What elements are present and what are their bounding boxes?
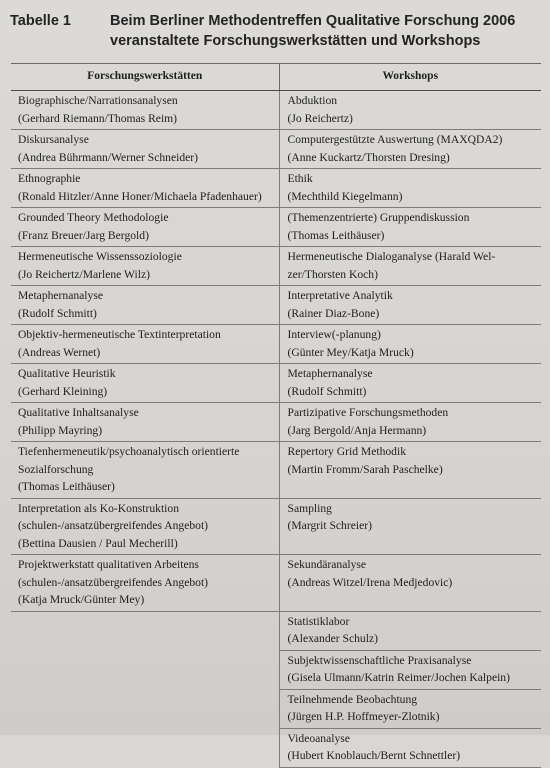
table-row: [11, 611, 541, 650]
forschungswerkstatt-cell: [11, 650, 279, 689]
cell-title: Repertory Grid Methodik: [287, 445, 406, 458]
cell-line: (Ronald Hitzler/Anne Honer/Michaela Pfadenhauer): [18, 189, 262, 203]
cell-line: (Rainer Diaz-Bone): [287, 306, 380, 320]
forschungswerkstatt-cell: [11, 728, 279, 767]
cell-line: (Jo Reichertz/Marlene Wilz): [18, 267, 150, 281]
forschungswerkstatt-cell: [11, 169, 279, 208]
forschungswerkstatt-cell: [11, 91, 279, 130]
cell-line: (Rudolf Schmitt): [18, 306, 97, 320]
cell-line: Sozialforschung: [18, 462, 94, 476]
cell-line: zer/Thorsten Koch): [287, 267, 378, 281]
table-body: [11, 91, 541, 768]
table-row: [11, 169, 541, 208]
workshop-cell: [279, 208, 541, 247]
cell-line: (Andrea Bührmann/Werner Schneider): [18, 150, 198, 164]
workshop-table: [11, 63, 541, 768]
cell-line: (Jo Reichertz): [287, 111, 353, 125]
table-row: [11, 208, 541, 247]
cell-line: (Franz Breuer/Jarg Bergold): [18, 228, 149, 242]
forschungswerkstatt-cell: [11, 325, 279, 364]
workshop-cell: [279, 403, 541, 442]
cell-title: Grounded Theory Methodologie: [18, 211, 169, 224]
cell-title: Subjektwissenschaftliche Praxisanalyse: [287, 653, 472, 667]
cell-line: (Gerhard Kleining): [18, 384, 108, 398]
header-row: [11, 64, 541, 91]
cell-line: (Mechthild Kiegelmann): [287, 189, 403, 203]
cell-line: (Gerhard Riemann/Thomas Reim): [18, 111, 178, 125]
cell-line: (Gisela Ulmann/Katrin Reimer/Jochen Kalpein): [287, 671, 510, 684]
cell-title: Partizipative Forschungsmethoden: [287, 406, 449, 419]
table-row: [11, 325, 541, 364]
workshop-cell: [279, 286, 541, 325]
cell-line: (Thomas Leithäuser): [287, 228, 385, 242]
table-row: [11, 286, 541, 325]
cell-title: Hermeneutische Wissenssoziologie: [18, 250, 182, 263]
workshop-cell: [279, 130, 541, 169]
cell-title: Tiefenhermeneutik/psychoanalytisch orientierte: [18, 445, 240, 458]
table-row: [11, 555, 541, 612]
table-row: [11, 689, 541, 728]
forschungswerkstatt-cell: [11, 498, 279, 555]
cell-line: (schulen-/ansatzübergreifendes Angebot): [18, 575, 209, 589]
workshop-cell: [279, 611, 541, 650]
cell-title: Metaphernanalyse: [18, 289, 103, 302]
cell-line: (Martin Fromm/Sarah Paschelke): [287, 462, 443, 476]
cell-title: Videoanalyse: [287, 731, 350, 745]
table-row: [11, 728, 541, 767]
forschungswerkstatt-cell: [11, 208, 279, 247]
table-row: [11, 403, 541, 442]
workshop-cell: [279, 728, 541, 767]
forschungswerkstatt-cell: [11, 403, 279, 442]
cell-title: Sekundäranalyse: [287, 558, 367, 571]
cell-title: Qualitative Heuristik: [18, 367, 116, 380]
workshop-cell: [279, 442, 541, 499]
table-row: [11, 91, 541, 130]
cell-title: Sampling: [287, 501, 332, 515]
table-row: [11, 442, 541, 499]
cell-line: (Günter Mey/Katja Mruck): [287, 345, 414, 359]
workshop-cell: [279, 91, 541, 130]
table-title: Beim Berliner Methodentreffen Qualitative Forschung 2006 veranstaltete Forschungswerkstätten und Workshops: [110, 13, 516, 49]
cell-title: Interpretative Analytik: [287, 289, 393, 302]
forschungswerkstatt-cell: [11, 130, 279, 169]
cell-line: (Andreas Wernet): [18, 345, 101, 359]
workshop-cell: [279, 689, 541, 728]
cell-line: (Hubert Knoblauch/Bernt Schnettler): [287, 749, 461, 762]
cell-line: (Thomas Leithäuser): [18, 480, 115, 493]
cell-title: Diskursanalyse: [18, 133, 89, 146]
table-row: [11, 650, 541, 689]
cell-title: Computergestützte Auswertung (MAXQDA2): [287, 133, 503, 146]
cell-title: Interpretation als Ko-Konstruktion: [18, 501, 179, 515]
cell-line: (Katja Mruck/Günter Mey): [18, 593, 145, 606]
cell-line: (Margrit Schreier): [287, 519, 372, 532]
workshop-cell: [279, 364, 541, 403]
cell-line: (schulen-/ansatzübergreifendes Angebot): [18, 519, 209, 532]
workshop-cell: [279, 325, 541, 364]
cell-line: (Anne Kuckartz/Thorsten Dresing): [287, 150, 450, 164]
cell-title: Metaphernanalyse: [287, 367, 373, 380]
table-row: [11, 364, 541, 403]
workshop-cell: [279, 169, 541, 208]
cell-title: Biographische/Narrationsanalysen: [18, 94, 178, 107]
cell-line: (Bettina Dausien / Paul Mecherill): [18, 536, 178, 550]
cell-line: (Alexander Schulz): [287, 632, 378, 645]
cell-title: (Themenzentrierte) Gruppendiskussion: [287, 211, 470, 224]
forschungswerkstatt-cell: [11, 689, 279, 728]
forschungswerkstatt-cell: [11, 247, 279, 286]
cell-line: (Philipp Mayring): [18, 423, 103, 437]
workshop-cell: [279, 498, 541, 555]
column-header-workshops: Workshops: [279, 64, 541, 91]
table-row: [11, 247, 541, 286]
cell-title: Objektiv-hermeneutische Textinterpretation: [18, 328, 221, 341]
cell-title: Interview(-planung): [287, 328, 381, 341]
table-label: Tabelle 1: [10, 13, 71, 29]
workshop-cell: [279, 247, 541, 286]
cell-title: Ethik: [287, 172, 313, 185]
column-header-forschungswerkstaetten: Forschungswerkstätten: [11, 64, 279, 91]
forschungswerkstatt-cell: [11, 364, 279, 403]
cell-title: Teilnehmende Beobachtung: [287, 692, 418, 706]
table-row: [11, 498, 541, 555]
cell-title: Statistiklabor: [287, 614, 350, 628]
cell-line: (Andreas Witzel/Irena Medjedovic): [287, 575, 453, 589]
cell-title: Abduktion: [287, 94, 338, 107]
workshop-cell: [279, 555, 541, 612]
forschungswerkstatt-cell: [11, 442, 279, 499]
cell-line: (Jürgen H.P. Hoffmeyer-Zlotnik): [287, 710, 440, 723]
cell-line: (Jarg Bergold/Anja Hermann): [287, 423, 427, 437]
cell-title: Qualitative Inhaltsanalyse: [18, 406, 139, 419]
workshop-cell: [279, 650, 541, 689]
cell-title: Hermeneutische Dialoganalyse (Harald Wel-: [287, 250, 496, 263]
forschungswerkstatt-cell: [11, 611, 279, 650]
forschungswerkstatt-cell: [11, 286, 279, 325]
table-row: [11, 130, 541, 169]
forschungswerkstatt-cell: [11, 555, 279, 612]
cell-title: Ethnographie: [18, 172, 81, 185]
cell-line: (Rudolf Schmitt): [287, 384, 367, 398]
cell-title: Projektwerkstatt qualitativen Arbeitens: [18, 558, 199, 571]
